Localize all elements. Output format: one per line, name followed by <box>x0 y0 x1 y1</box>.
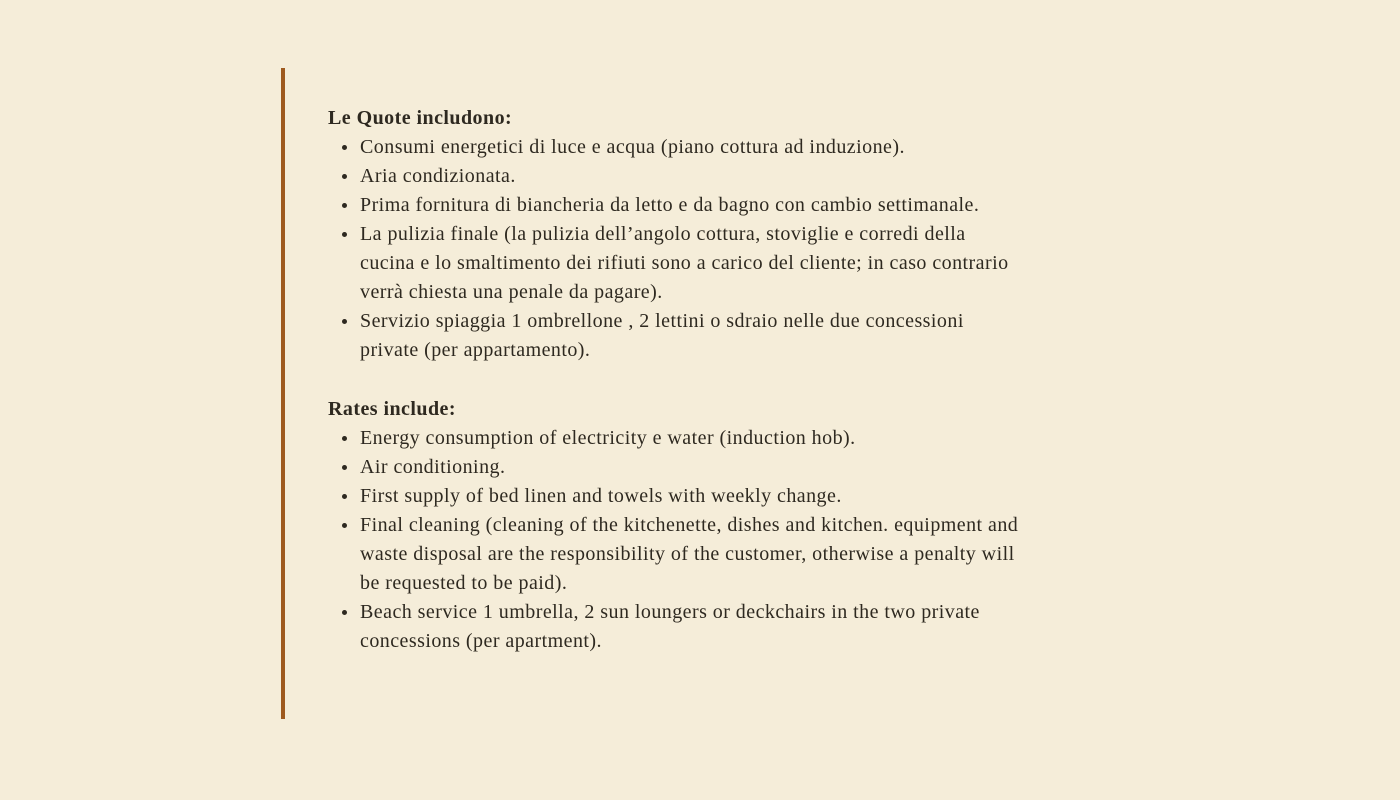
list-item: Aria condizionata. <box>328 162 1023 191</box>
list-item: Prima fornitura di biancheria da letto e da bagno con cambio settimanale. <box>328 191 1023 220</box>
list-item: Air conditioning. <box>328 453 1023 482</box>
section-rates-english <box>328 395 1053 656</box>
list-item: La pulizia finale (la pulizia dell’angolo cottura, stoviglie e corredi della cucina e lo smaltimento dei rifiuti sono a carico del cliente; in caso contrario verrà chiesta una penale da pagare). <box>328 220 1023 307</box>
list-item: Servizio spiaggia 1 ombrellone , 2 lettini o sdraio nelle due concessioni private (per appartamento). <box>328 307 1023 365</box>
list-item: Final cleaning (cleaning of the kitchenette, dishes and kitchen. equipment and waste disposal are the responsibility of the customer, otherwise a penalty will be requested to be paid). <box>328 511 1023 598</box>
section-rates-italian <box>328 104 1053 365</box>
list-item: First supply of bed linen and towels with weekly change. <box>328 482 1023 511</box>
list-item: Consumi energetici di luce e acqua (piano cottura ad induzione). <box>328 133 1023 162</box>
list-item: Energy consumption of electricity e water (induction hob). <box>328 424 1023 453</box>
section-heading-english: Rates include: <box>328 398 456 420</box>
bullet-list-english <box>328 424 1023 656</box>
content-area <box>328 104 1053 656</box>
vertical-accent-rule <box>281 68 285 719</box>
list-item: Beach service 1 umbrella, 2 sun loungers or deckchairs in the two private concessions (per apartment). <box>328 598 1023 656</box>
section-heading-italian: Le Quote includono: <box>328 107 513 129</box>
bullet-list-italian <box>328 133 1023 365</box>
